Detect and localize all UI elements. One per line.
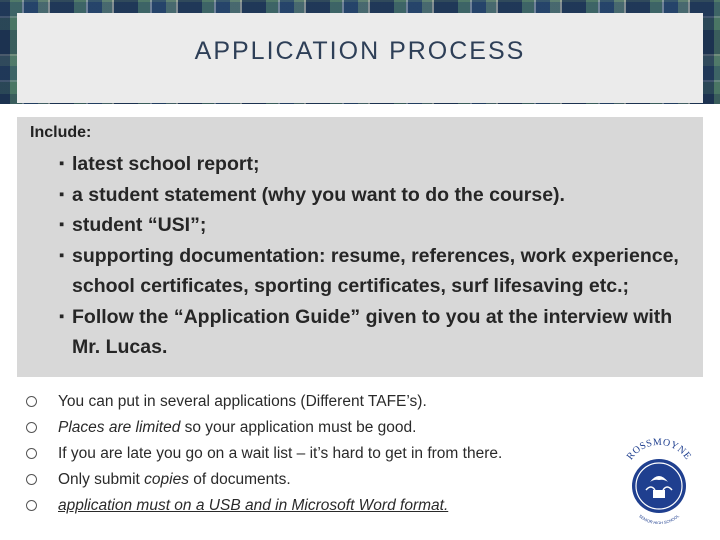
ring-bullet-icon [26, 500, 37, 511]
square-bullet-icon: ▪ [59, 246, 65, 264]
list-item: If you are late you go on a wait list – it’s hard to get in from there. [26, 441, 646, 467]
svg-text:ROSSMOYNE [625, 437, 694, 462]
list-item: application must on a USB and in Microsoft Word format. [26, 493, 646, 519]
include-label: Include: [30, 124, 92, 141]
ring-bullet-icon [26, 474, 37, 485]
notes-list [26, 389, 646, 519]
square-bullet-icon: ▪ [59, 155, 65, 172]
page-title: APPLICATION PROCESS [194, 36, 526, 65]
include-panel [17, 117, 703, 377]
ring-bullet-icon [26, 448, 37, 459]
list-item: ▪ Follow the “Application Guide” given to you at the interview with Mr. Lucas. [59, 302, 699, 363]
list-item: You can put in several applications (Different TAFE’s). [26, 389, 646, 415]
square-bullet-icon: ▪ [59, 216, 65, 233]
list-item: ▪ supporting documentation: resume, references, work experience, school certificates, sporting certificates, surf lifesaving etc.; [59, 241, 699, 302]
crest-bottom-text: SENIOR HIGH SCHOOL [637, 513, 681, 524]
ring-bullet-icon [26, 396, 37, 407]
title-box [17, 13, 703, 103]
list-item: ▪ a student statement (why you want to do the course). [59, 180, 699, 211]
square-bullet-icon: ▪ [59, 307, 65, 325]
school-crest-logo [620, 432, 698, 524]
crest-top-text: ROSSMOYNE [624, 436, 694, 463]
list-item: Places are limited so your application must be good. [26, 415, 646, 441]
list-item: ▪ student “USI”; [59, 210, 699, 241]
list-item: ▪ latest school report; [59, 149, 699, 180]
svg-text:SENIOR HIGH SCHOOL [638, 513, 681, 524]
list-item: Only submit copies of documents. [26, 467, 646, 493]
ring-bullet-icon [26, 422, 37, 433]
square-bullet-icon: ▪ [59, 185, 65, 203]
include-list [59, 149, 699, 363]
